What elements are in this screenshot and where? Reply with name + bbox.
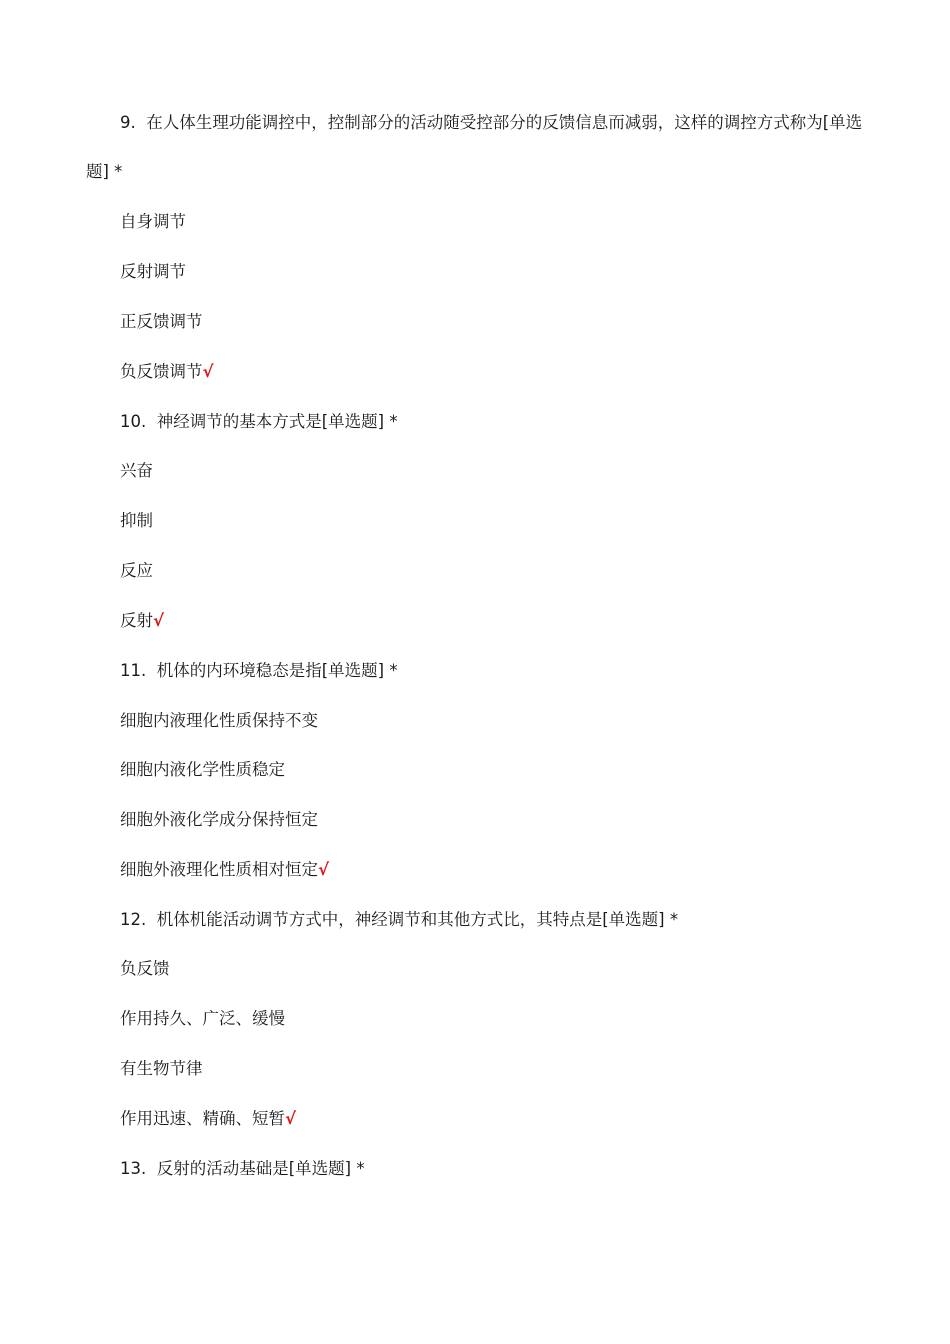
question-11-text: 机体的内环境稳态是指[单选题] * [156, 661, 398, 680]
question-9-option-a: 自身调节 [120, 212, 186, 231]
question-12-option-a: 负反馈 [120, 959, 170, 978]
question-10-option-d [120, 610, 164, 632]
question-9-number: 9. [120, 113, 136, 132]
question-10-number: 10. [120, 412, 147, 431]
question-9-option-d [120, 361, 214, 383]
question-9-line2: 题] * [86, 162, 123, 181]
question-12-text: 机体机能活动调节方式中，神经调节和其他方式比，其特点是[单选题] * [156, 910, 679, 929]
question-10-option-b: 抑制 [120, 511, 153, 530]
correct-check-icon: √ [202, 362, 214, 381]
question-11-option-a: 细胞内液理化性质保持不变 [120, 711, 318, 730]
question-10-text: 神经调节的基本方式是[单选题] * [156, 412, 398, 431]
question-12-option-d-label: 作用迅速、精确、短暂 [120, 1109, 285, 1128]
correct-check-icon: √ [285, 1109, 297, 1128]
question-13-text: 反射的活动基础是[单选题] * [156, 1159, 365, 1178]
question-11 [120, 660, 398, 682]
question-9-line1 [120, 112, 862, 134]
question-13 [120, 1158, 365, 1180]
question-10-option-d-label: 反射 [120, 611, 153, 630]
question-9-text: 在人体生理功能调控中，控制部分的活动随受控部分的反馈信息而减弱，这样的调控方式称为[单选 [146, 113, 863, 132]
correct-check-icon: √ [153, 611, 165, 630]
question-9-option-b: 反射调节 [120, 262, 186, 281]
question-10-option-c: 反应 [120, 561, 153, 580]
question-12 [120, 909, 678, 931]
correct-check-icon: √ [318, 860, 330, 879]
question-11-option-b: 细胞内液化学性质稳定 [120, 760, 285, 779]
question-11-option-c: 细胞外液化学成分保持恒定 [120, 810, 318, 829]
question-11-option-d-label: 细胞外液理化性质相对恒定 [120, 860, 318, 879]
question-11-option-d [120, 859, 329, 881]
question-12-number: 12. [120, 910, 147, 929]
question-10-option-a: 兴奋 [120, 461, 153, 480]
question-12-option-b: 作用持久、广泛、缓慢 [120, 1009, 285, 1028]
question-11-number: 11. [120, 661, 147, 680]
question-9-option-c: 正反馈调节 [120, 312, 203, 331]
question-13-number: 13. [120, 1159, 147, 1178]
question-12-option-c: 有生物节律 [120, 1059, 203, 1078]
question-9-option-d-label: 负反馈调节 [120, 362, 203, 381]
question-12-option-d [120, 1108, 296, 1130]
question-10 [120, 411, 398, 433]
